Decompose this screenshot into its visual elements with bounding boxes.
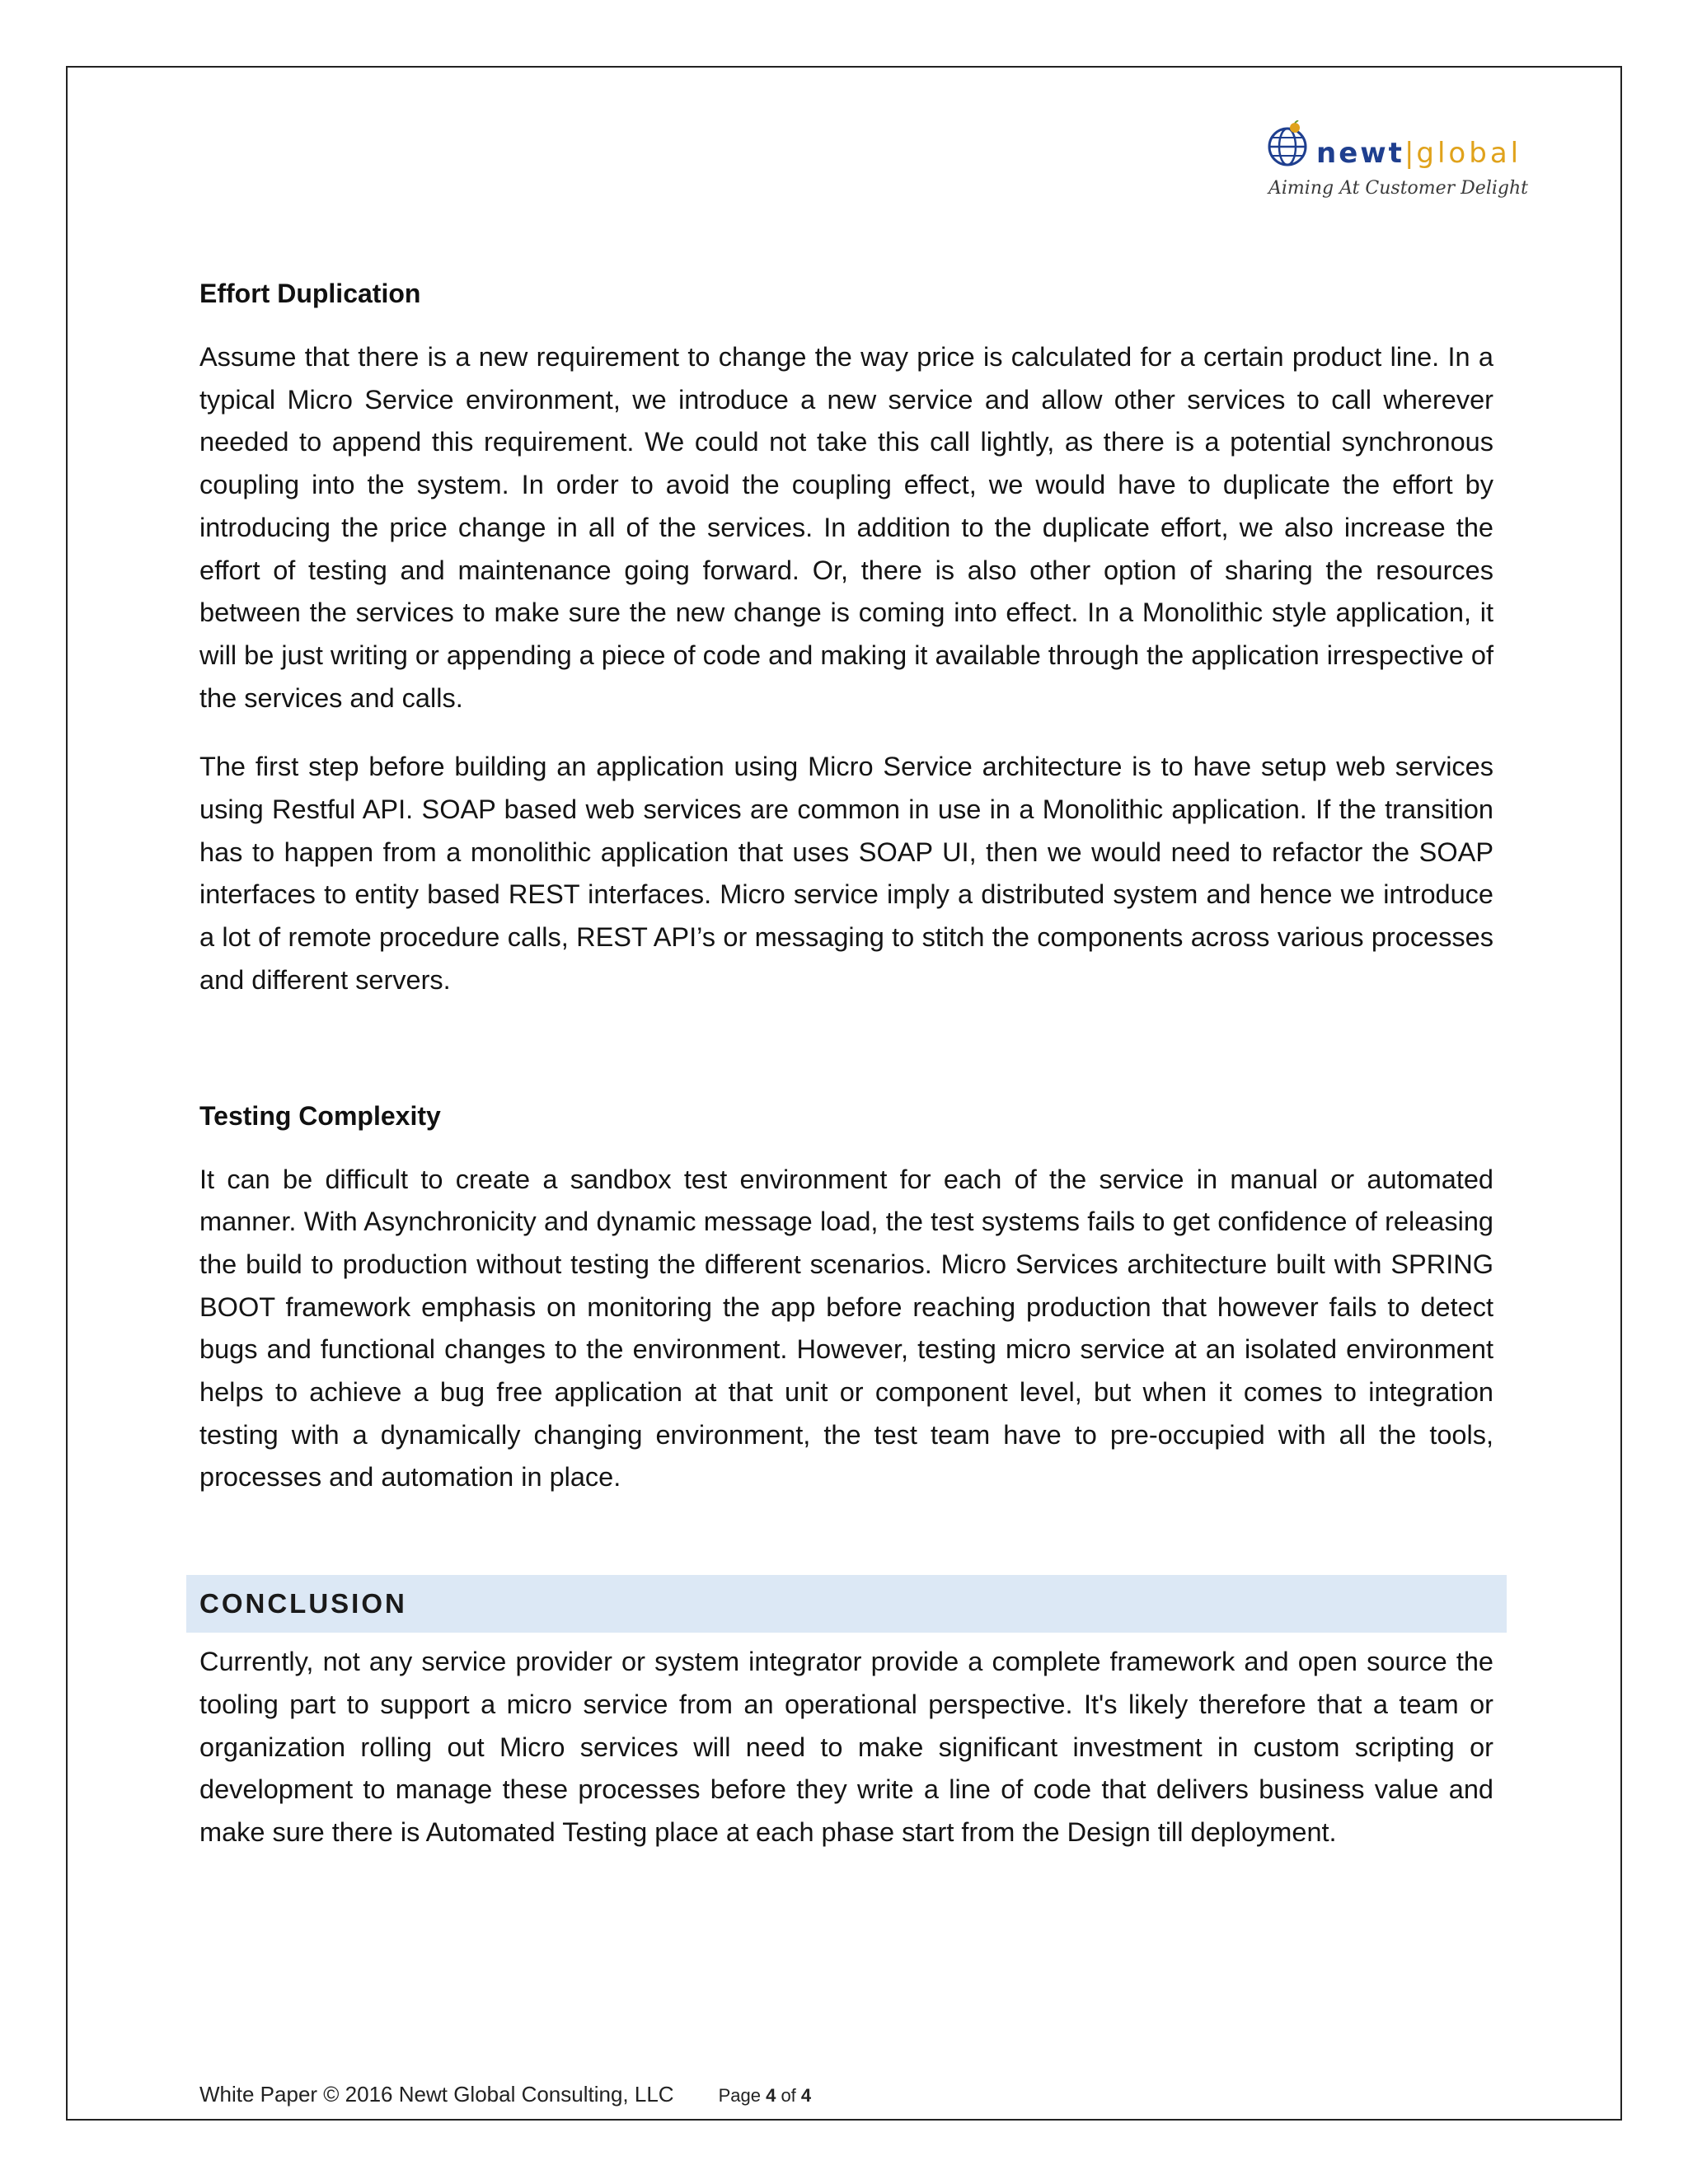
conclusion-paragraph-1: Currently, not any service provider or system integrator provide a complete framework and open source the tooling part to support a micro service from an operational perspective. It's likely therefore that a team or organization rolling out Micro services will need to make significant investment in custom scripting or development to manage these processes before they write a line of code that delivers business value and make sure there is Automated Testing place at each phase start from the Design till deployment.: [199, 1647, 1493, 1847]
company-logo: [1265, 115, 1528, 206]
document-body: [199, 272, 1493, 1881]
page-footer: [199, 2081, 811, 2109]
logo-wordmark: [1316, 137, 1522, 170]
section-spacer: [199, 1029, 1493, 1094]
footer-copyright: White Paper © 2016 Newt Global Consulting, LLC: [199, 2082, 674, 2107]
logo-brand-secondary: global: [1416, 137, 1522, 170]
conclusion-heading-bar: CONCLUSION: [186, 1575, 1507, 1633]
section-heading-testing: Testing Complexity: [199, 1100, 441, 1131]
footer-page-prefix: Page: [718, 2085, 767, 2106]
effort-paragraph-1: Assume that there is a new requirement to change the way price is calculated for a certain product line. In a typical Micro Service environment, we introduce a new service and allow other services to call wherever needed to append this requirement. We could not take this call lightly, as there is a potential synchronous coupling into the system. In order to avoid the coupling effect, we would have to duplicate the effort by introducing the price change in all of the services. In addition to the duplicate effort, we also increase the effort of testing and maintenance going forward. Or, there is also other option of sharing the resources between the services to make sure the new change is coming into effect. In a Monolithic style application, it will be just writing or appending a piece of code and making it available through the application irrespective of the services and calls.: [199, 342, 1493, 713]
section-heading-effort: Effort Duplication: [199, 279, 421, 308]
section-spacer: [199, 1526, 1493, 1575]
footer-page-number: [719, 2085, 812, 2106]
logo-tagline: Aiming At Customer Delight: [1268, 178, 1528, 199]
logo-brand-primary: newt: [1316, 137, 1404, 170]
footer-page-total: 4: [800, 2085, 812, 2106]
footer-page-current: 4: [766, 2085, 776, 2106]
footer-page-of: of: [776, 2085, 801, 2106]
logo-brand-separator: |: [1404, 137, 1417, 170]
testing-paragraph-1: It can be difficult to create a sandbox test environment for each of the service in manual or automated manner. With Asynchronicity and dynamic message load, the test systems fails to get confidence of releasing the build to production without testing the different scenarios. Micro Services architecture built with SPRING BOOT framework emphasis on monitoring the app before reaching production that however fails to detect bugs and functional changes to the environment. However, testing micro service at an isolated environment helps to achieve a bug free application at that unit or component level, but when it comes to integration testing with a dynamically changing environment, the test team have to pre-occupied with all the tools, processes and automation in place.: [199, 1164, 1493, 1493]
effort-paragraph-2: The first step before building an application using Micro Service architecture is to have setup web services using Restful API. SOAP based web services are common in use in a Monolithic application. If the transition has to happen from a monolithic application that uses SOAP UI, then we would need to refactor the SOAP interfaces to entity based REST interfaces. Micro service imply a distributed system and hence we introduce a lot of remote procedure calls, REST API’s or messaging to stitch the components across various processes and different servers.: [199, 752, 1493, 995]
globe-icon: [1265, 120, 1313, 168]
